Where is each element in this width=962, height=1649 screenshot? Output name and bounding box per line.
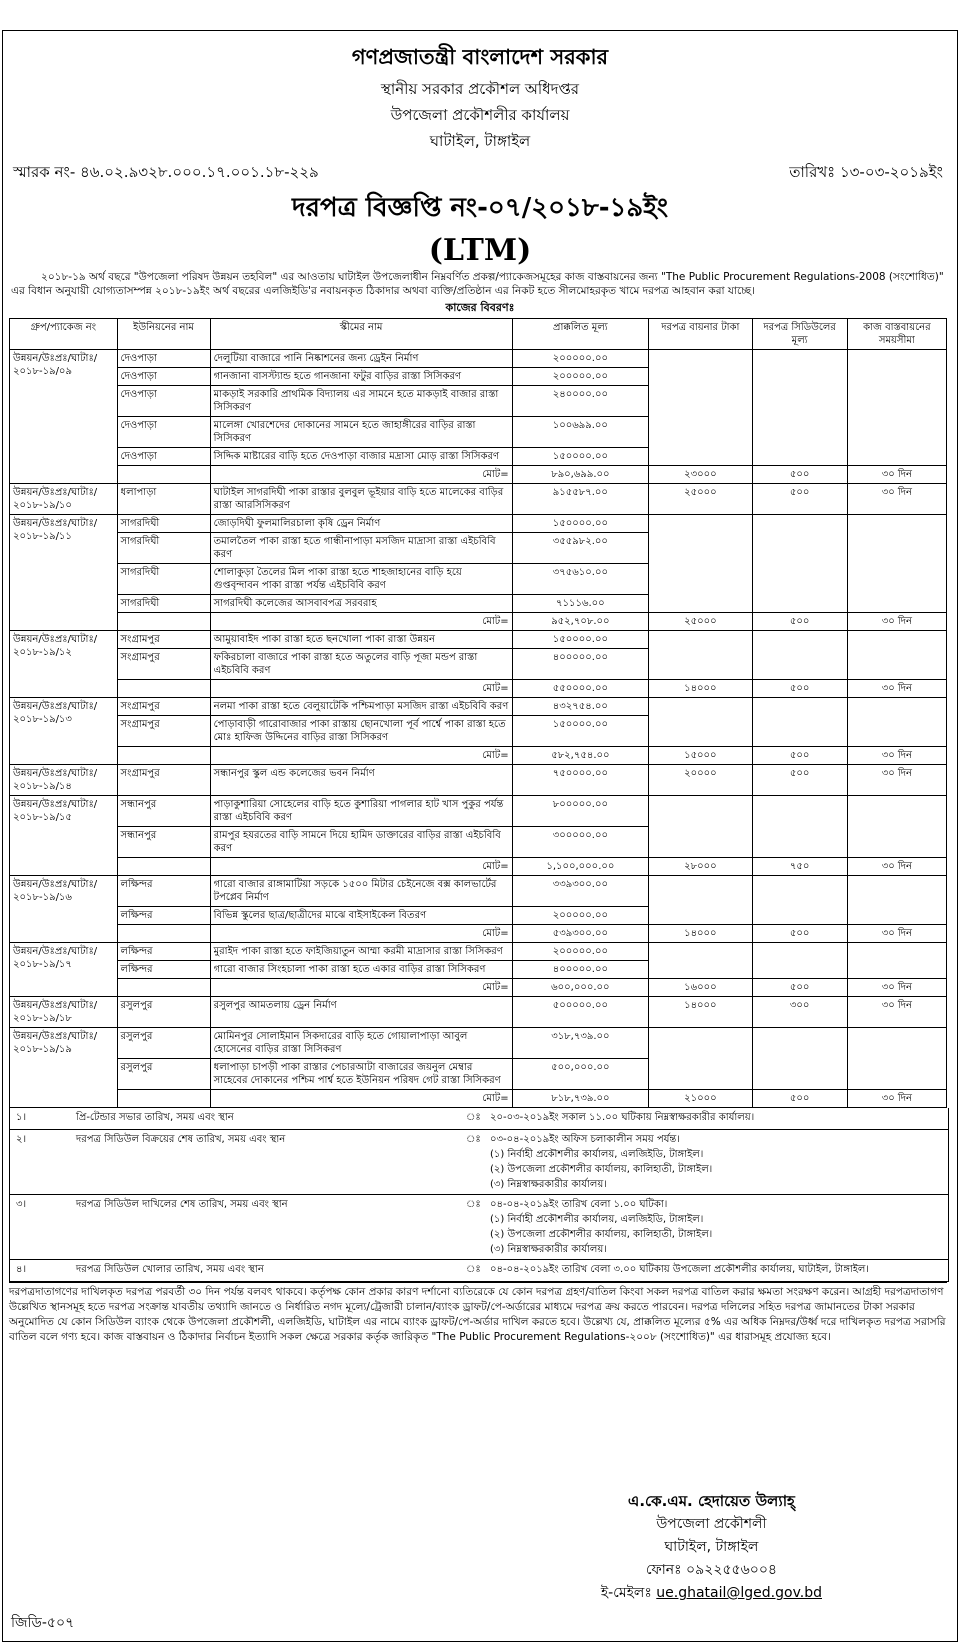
note-colon: ঃ [466,1134,481,1145]
package-table [9,318,947,1108]
total-label: মোট= [210,466,512,484]
scheme-name: রসুলপুর আমতলায় ড্রেন নির্মাণ [210,997,512,1028]
union-name: সংগ্রামপুর [117,698,210,716]
period-blank [847,943,946,979]
union-name: রসুলপুর [117,1028,210,1059]
estimated-cost: ৩৫৫৯৮২.০০ [512,533,649,564]
earnest-blank [649,515,752,613]
schedule-price: ৫০০ [752,613,847,631]
earnest-money: ২৫০০০ [649,484,752,515]
union-name: সন্ধানপুর [117,827,210,858]
note-colon: ঃ [466,1112,481,1123]
note-line: (১) নির্বাহী প্রকৌশলীর কার্যালয়, এলজিইডি, টাঙ্গাইল। [490,1149,704,1160]
note-line: ০৪-০৪-২০১৯ইং তারিখ বেলা ৩.০০ ঘটিকায় উপজেলা প্রকৌশলীর কার্যালয়, ঘাটাইল, টাঙ্গাইল। [490,1264,869,1275]
schedule-blank [752,631,847,680]
note-values [490,1132,948,1192]
scheme-name: রামপুর হযরতের বাড়ি সামনে দিয়ে হামিদ ডাক্তারের বাড়ির রাস্তা এইচবিবি করণ [210,827,512,858]
work-details-heading: কাজের বিবরণঃ [445,301,515,314]
notice-date: তারিখঃ ১৩-০৩-২০১৯ইং [789,163,943,181]
table-row [10,765,947,796]
closing-paragraph: দরপত্রদাতাগণের দাখিলকৃত দরপত্র পরবর্তী ৩০ দিন পর্যন্ত বলবৎ থাকবে। কর্তৃপক্ষ কোন প্রকার কারণ দর্শানো ব্যতিরেকে যে কোন দরপত্র গ্রহণ/বাতিল কিংবা সকল দরপত্র বাতিল করার ক্ষমতা সংরক্ষণ করেন। আগ্রহী দরপত্রদাতাগণ উল্লেখিত স্থানসমূহ হতে দরপত্র সংক্রান্ত যাবতীয় তথ্যাদি জানতে ও নির্ধারিত নগদ মূল্যে/ট্রেজারী চালান/ব্যাংক ড্রাফট/পে-অর্ডারের মাধ্যমে দরপত্র ক্রয় করতে পারবেন। দরপত্র দলিলের সহিত দরপত্র জামানতের টাকা সরকার অনুমোদিত যে কোন সিডিউল ব্যাংক থেকে উপজেলা প্রকৌশলী, এলজিইডি, ঘাটাইল এর নামে ব্যাংক ড্রাফট/পে-অর্ডার দাখিল করতে হবে। উল্লেখ্য যে, প্রাক্কলিত মূল্যের ৫% এর অধিক নিম্নদর/উর্ধ্ব দরে দাখিলকৃত দরপত্র সরাসরি বাতিল বলে গণ্য হবে। কাজ বাস্তবায়ন ও ঠিকাদার নির্বাচন ইত্যাদি সকল ক্ষেত্রে সরকার কর্তৃক জারিকৃত "The Public Procurement Regulations-২০০৮ (সংশোধিত)" এর ধারাসমূহ প্রযোজ্য হবে। [9,1282,947,1347]
earnest-money: ১৫০০০ [649,747,752,765]
period-blank [847,631,946,680]
note-line: ২০-০৩-২০১৯ইং সকাল ১১.০০ ঘটিকায় নিম্নস্বাক্ষরকারীর কার্যালয়। [490,1112,755,1123]
estimated-cost: ১৫০০০০.০০ [512,631,649,649]
total-row [10,979,947,997]
package-number: উন্নয়ন/উঃপ্রঃ/ঘাটাঃ/ ২০১৮-১৯/১৫ [10,796,118,876]
package-number: উন্নয়ন/উঃপ্রঃ/ঘাটাঃ/ ২০১৮-১৯/১১ [10,515,118,631]
total-blank [117,680,210,698]
table-row [10,515,947,533]
total-label: মোট= [210,925,512,943]
schedule-price: ৫০০ [752,466,847,484]
period-blank [847,796,946,858]
reference-row [3,161,957,183]
package-number: উন্নয়ন/উঃপ্রঃ/ঘাটাঃ/ ২০১৮-১৯/১৭ [10,943,118,997]
col-scheme: স্কীমের নাম [210,319,512,350]
scheme-name: মোমিনপুর সোলাইমান সিকদারের বাড়ি হতে গোয়ালাপাড়া আবুল হোসেনের বাড়ির রাস্তা সিসিকরণ [210,1028,512,1059]
estimated-cost: ৪৩২৭৫৪.০০ [512,698,649,716]
estimated-cost: ২০০০০০.০০ [512,943,649,961]
package-number: উন্নয়ন/উঃপ্রঃ/ঘাটাঃ/ ২০১৮-১৯/১৯ [10,1028,118,1108]
total-cost: ৯৫২,৭০৮.০০ [512,613,649,631]
total-blank [117,925,210,943]
union-name: সংগ্রামপুর [117,631,210,649]
schedule-price: ৫০০ [752,925,847,943]
scheme-name: মালেঙ্গা খোরশেদের দোকানের সামনে হতে জাহাঙ্গীরের বাড়ির রাস্তা সিসিকরণ [210,417,512,448]
note-line: ০৪-০৪-২০১৯ইং তারিখ বেলা ১.০০ ঘটিকা। [490,1199,668,1210]
note-label: দরপত্র সিডিউল বিক্রয়ের শেষ তারিখ, সময় এবং স্থান [76,1134,286,1145]
union-name: সাগরদিঘী [117,533,210,564]
package-number: উন্নয়ন/উঃপ্রঃ/ঘাটাঃ/ ২০১৮-১৯/০৯ [10,350,118,484]
scheme-name: ঘাটাইল সাগরদিঘী পাকা রাস্তার বুলবুল ভূইয়ার বাড়ি হতে মালেকের বাড়ির রাস্তা আরসিসিকরণ [210,484,512,515]
scheme-name: বিভিন্ন স্কুলের ছাত্র/ছাত্রীদের মাঝে বাইসাইকেল বিতরণ [210,907,512,925]
completion-period: ৩০ দিন [847,925,946,943]
total-label: মোট= [210,1090,512,1108]
total-label: মোট= [210,747,512,765]
note-line: (২) উপজেলা প্রকৌশলীর কার্যালয়, কালিহাতী, টাঙ্গাইল। [490,1164,713,1175]
earnest-money: ১৪০০০ [649,680,752,698]
total-cost: ৫৮২,৭৫৪.০০ [512,747,649,765]
tender-schedule-notes [9,1108,949,1282]
table-body [10,350,947,1108]
estimated-cost: ৭৫০০০০.০০ [512,765,649,796]
note-line: (৩) নিম্নস্বাক্ষরকারীর কার্যালয়। [490,1244,607,1255]
total-label: মোট= [210,613,512,631]
table-row [10,484,947,515]
total-row [10,925,947,943]
completion-period: ৩০ দিন [847,613,946,631]
completion-period: ৩০ দিন [847,1090,946,1108]
estimated-cost: ১৫০০০০.০০ [512,515,649,533]
union-name: সাগরদিঘী [117,515,210,533]
earnest-money: ২০০০০ [649,765,752,796]
note-row [10,1129,948,1194]
earnest-blank [649,876,752,925]
scheme-name: ফকিরচালা বাজারে পাকা রাস্তা হতে অতুলের বাড়ি পূজা মন্ডপ রাস্তা এইচবিবি করণ [210,649,512,680]
signature-block [601,1490,822,1605]
note-label: দরপত্র সিডিউল খোলার তারিখ, সময় এবং স্থান [76,1264,264,1275]
note-line: ০৩-০৪-২০১৯ইং অফিস চলাকালীন সময় পর্যন্ত। [490,1134,680,1145]
union-name: লক্ষিন্দর [117,943,210,961]
total-blank [117,979,210,997]
total-label: মোট= [210,979,512,997]
scheme-name: জোড়দিঘী ফুলমালিরচালা কৃষি ড্রেন নির্মাণ [210,515,512,533]
completion-period: ৩০ দিন [847,979,946,997]
earnest-blank [649,943,752,979]
union-name: লক্ষিন্দর [117,876,210,907]
total-blank [117,747,210,765]
table-row [10,350,947,368]
signatory-place: ঘাটাইল, টাঙ্গাইল [664,1539,759,1555]
total-label: মোট= [210,858,512,876]
schedule-blank [752,698,847,747]
package-number: উন্নয়ন/উঃপ্রঃ/ঘাটাঃ/ ২০১৮-১৯/১২ [10,631,118,698]
total-cost: ৮১৮,৭৩৯.০০ [512,1090,649,1108]
note-values [490,1262,948,1279]
package-number: উন্নয়ন/উঃপ্রঃ/ঘাটাঃ/ ২০১৮-১৯/১৩ [10,698,118,765]
union-name: সংগ্রামপুর [117,765,210,796]
scheme-name: আমুয়াবাইদ পাকা রাস্তা হতে ছনখোলা পাকা রাস্তা উন্নয়ন [210,631,512,649]
scheme-name: সাগরদিঘী কলেজের আসবাবপত্র সরবরাহ [210,595,512,613]
scheme-name: সিদ্দিক মাষ্টারের বাড়ি হতে দেওপাড়া বাজার মদ্রাসা মোড় রাস্তা সিসিকরণ [210,448,512,466]
union-name: সংগ্রামপুর [117,649,210,680]
note-row [10,1108,948,1129]
table-row [10,997,947,1028]
office-location: ঘাটাইল, টাঙ্গাইল [429,132,531,150]
note-colon: ঃ [466,1264,481,1275]
total-blank [117,466,210,484]
estimated-cost: ২৪০০০০.০০ [512,386,649,417]
period-blank [847,876,946,925]
period-blank [847,350,946,466]
notice-title: দরপত্র বিজ্ঞপ্তি নং-০৭/২০১৮-১৯ইং [291,193,669,223]
table-row [10,631,947,649]
period-blank [847,698,946,747]
union-name: দেওপাড়া [117,386,210,417]
completion-period: ৩০ দিন [847,484,946,515]
total-row [10,1090,947,1108]
total-row [10,858,947,876]
gd-number: জিডি-৫০৭ [11,1615,75,1631]
signatory-email-row [601,1582,822,1605]
col-cost: প্রাক্কলিত মূল্য [512,319,649,350]
completion-period: ৩০ দিন [847,747,946,765]
union-name: ধলাপাড়া [117,484,210,515]
scheme-name: গানজানা বাসস্ট্যান্ড হতে গানজানা ফটুর বাড়ির রাস্তা সিসিকরণ [210,368,512,386]
estimated-cost: ১০০৬৯৯.০০ [512,417,649,448]
table-header-row [10,319,947,350]
note-line: (২) উপজেলা প্রকৌশলীর কার্যালয়, কালিহাতী, টাঙ্গাইল। [490,1229,713,1240]
note-number: ১। [16,1112,27,1123]
earnest-money: ২৩০০০ [649,466,752,484]
schedule-price: ৫০০ [752,765,847,796]
estimated-cost: ২০০০০০.০০ [512,368,649,386]
estimated-cost: ৩৭৫৬১০.০০ [512,564,649,595]
note-values [490,1197,948,1257]
scheme-name: গারো বাজার সিংহচালা পাকা রাস্তা হতে একার বাড়ির রাস্তা সিসিকরণ [210,961,512,979]
table-row [10,943,947,961]
estimated-cost: ৫০০০০০.০০ [512,997,649,1028]
note-line: (৩) নিম্নস্বাক্ষরকারীর কার্যালয়। [490,1179,607,1190]
schedule-blank [752,796,847,858]
union-name: দেওপাড়া [117,448,210,466]
estimated-cost: ৫০০,০০০.০০ [512,1059,649,1090]
scheme-name: তমালতৈল পাকা রাস্তা হতে গান্ধীনাপাড়া মসজিদ মাদ্রাসা রাস্তা এইচবিবি করণ [210,533,512,564]
header [3,41,957,155]
scheme-name: মুরাইদ পাকা রাস্তা হতে ফাইজিয়াতুন আম্মা করমী মাদ্রাসার রাস্তা সিসিকরণ [210,943,512,961]
scheme-name: দেলুটিয়া বাজারে পানি নিষ্কাশনের জন্য ড্রেইন নির্মাণ [210,350,512,368]
total-blank [117,613,210,631]
package-number: উন্নয়ন/উঃপ্রঃ/ঘাটাঃ/ ২০১৮-১৯/১৪ [10,765,118,796]
union-name: লক্ষিন্দর [117,961,210,979]
union-name: দেওপাড়া [117,368,210,386]
schedule-blank [752,876,847,925]
completion-period: ৩০ দিন [847,997,946,1028]
schedule-price: ৩০০ [752,997,847,1028]
estimated-cost: ২০০০০০.০০ [512,907,649,925]
union-name: লক্ষিন্দর [117,907,210,925]
package-number: উন্নয়ন/উঃপ্রঃ/ঘাটাঃ/ ২০১৮-১৯/১৮ [10,997,118,1028]
earnest-money: ২৫০০০ [649,613,752,631]
earnest-blank [649,698,752,747]
package-number: উন্নয়ন/উঃপ্রঃ/ঘাটাঃ/ ২০১৮-১৯/১০ [10,484,118,515]
total-blank [117,1090,210,1108]
earnest-money: ১৪০০০ [649,925,752,943]
table-row [10,1028,947,1059]
completion-period: ৩০ দিন [847,466,946,484]
note-number: ২। [16,1134,27,1145]
note-label: প্রি-টেন্ডার সভার তারিখ, সময় এবং স্থান [76,1112,234,1123]
total-cost: ৬০০,০০০.০০ [512,979,649,997]
schedule-price: ৫০০ [752,979,847,997]
schedule-price: ৭৫০ [752,858,847,876]
schedule-price: ৫০০ [752,747,847,765]
scheme-name: মাকড়াই সরকারি প্রাথমিক বিদ্যালয় এর সামনে হতে মাকড়াই বাজার রাস্তা সিসিকরণ [210,386,512,417]
schedule-blank [752,350,847,466]
total-cost: ১,১০০,০০০.০০ [512,858,649,876]
note-number: ৪। [16,1264,27,1275]
union-name: সন্ধানপুর [117,796,210,827]
total-row [10,747,947,765]
col-period: কাজ বাস্তবায়নের সময়সীমা [847,319,946,350]
earnest-money: ২৮০০০ [649,858,752,876]
union-name: রসুলপুর [117,997,210,1028]
table-row [10,796,947,827]
estimated-cost: ৪০০০০০.০০ [512,961,649,979]
scheme-name: শোলাকুড়া তৈলের মিল পাকা রাস্তা হতে শাহজাহানের বাড়ি হয়ে গুপ্তবৃন্দাবন পাকা রাস্তা পর্যন্ত এইচবিবি করণ [210,564,512,595]
email-label: ই-মেইলঃ [600,1585,652,1601]
note-row [10,1194,948,1259]
schedule-price: ৫০০ [752,484,847,515]
total-cost: ৮৯০,৬৯৯.০০ [512,466,649,484]
union-name: সাগরদিঘী [117,564,210,595]
tender-notice [2,30,958,1642]
completion-period: ৩০ দিন [847,765,946,796]
estimated-cost: ৩০০০০০.০০ [512,827,649,858]
completion-period: ৩০ দিন [847,680,946,698]
estimated-cost: ১৫০০০০.০০ [512,448,649,466]
schedule-price: ৫০০ [752,680,847,698]
note-number: ৩। [16,1199,27,1210]
col-earnest: দরপত্র বায়নার টাকা [649,319,752,350]
completion-period: ৩০ দিন [847,858,946,876]
total-row [10,466,947,484]
schedule-blank [752,943,847,979]
col-package: গ্রুপ/প্যাকেজ নং [10,319,118,350]
estimated-cost: ২০০০০০.০০ [512,350,649,368]
note-colon: ঃ [466,1199,481,1210]
signatory-phone: ফোনঃ ০৯২২৫৫৬০০৪ [645,1562,778,1578]
estimated-cost: ৩৩৯৩০০.০০ [512,876,649,907]
earnest-money: ১৬০০০ [649,979,752,997]
scheme-name: গারো বাজার রাঙ্গামাটিয়া সড়কে ১৫০০ মিটার চেইনেজে বক্স কালভার্টের টপপ্লেব নির্মাণ [210,876,512,907]
estimated-cost: ৩১৮,৭৩৯.০০ [512,1028,649,1059]
union-name: দেওপাড়া [117,350,210,368]
total-cost: ৫৩৯৩০০.০০ [512,925,649,943]
email-link[interactable]: ue.ghatail@lged.gov.bd [656,1585,822,1601]
government-title: গণপ্রজাতন্ত্রী বাংলাদেশ সরকার [351,45,609,69]
estimated-cost: ৭১১১৬.০০ [512,595,649,613]
scheme-name: নলমা পাকা রাস্তা হতে বেলুয়াটেকি পশ্চিমপাড়া মসজিদ রাস্তা এইচবিবি করণ [210,698,512,716]
union-name: সংগ্রামপুর [117,716,210,747]
scheme-name: সন্ধানপুর স্কুল এন্ড কলেজের ভবন নির্মাণ [210,765,512,796]
signatory-name: এ.কে.এম. হেদায়েত উল্যাহ্ [627,1492,795,1510]
earnest-blank [649,631,752,680]
earnest-money: ২১০০০ [649,1090,752,1108]
col-schedule-price: দরপত্র সিডিউলের মূল্য [752,319,847,350]
note-row [10,1259,948,1281]
signatory-designation: উপজেলা প্রকৌশলী [656,1516,767,1532]
estimated-cost: ১৫০০০০.০০ [512,716,649,747]
note-label: দরপত্র সিডিউল দাখিলের শেষ তারিখ, সময় এবং স্থান [76,1199,288,1210]
scheme-name: পোড়াবাড়ী গারোবাজার পাকা রাস্তায় ছোনখোলা পূর্ব পার্শ্বে পাকা রাস্তা হতে মোঃ হাফিজ উদ্দিনের বাড়ির রাস্তা সিসিকরণ [210,716,512,747]
table-row [10,876,947,907]
col-union: ইউনিয়নের নাম [117,319,210,350]
total-blank [117,858,210,876]
ltm-label: (LTM) [428,233,532,268]
total-cost: ৫৫০০০০.০০ [512,680,649,698]
earnest-money: ১৪০০০ [649,997,752,1028]
total-row [10,680,947,698]
period-blank [847,515,946,613]
earnest-blank [649,796,752,858]
schedule-price: ৫০০ [752,1090,847,1108]
union-name: রসুলপুর [117,1059,210,1090]
memo-number: স্মারক নং- ৪৬.০২.৯৩২৮.০০০.১৭.০০১.১৮-২২৯ [13,163,319,181]
earnest-blank [649,350,752,466]
total-row [10,613,947,631]
union-name: সাগরদিঘী [117,595,210,613]
period-blank [847,1028,946,1090]
scheme-name: পাড়াকুশারিয়া সোহেলের বাড়ি হতে কুশারিয়া পাগলার হাট খাস পুকুর পর্যন্ত রাস্তা এইচবিবি করণ [210,796,512,827]
estimated-cost: ৮০০০০০.০০ [512,796,649,827]
schedule-blank [752,515,847,613]
earnest-blank [649,1028,752,1090]
department-name: স্থানীয় সরকার প্রকৌশল অধিদপ্তর [380,80,580,98]
intro-paragraph: ২০১৮-১৯ অর্থ বছরে "উপজেলা পরিষদ উন্নয়ন তহবিল" এর আওতায় ঘাটাইল উপজেলাধীন নিম্নবর্ণিত প্রকল্প/প্যাকেজসমূহের কাজ বাস্তবায়নের জন্য "The Public Procurement Regulations-2008 (সংশোধিত)" এর বিধান অনুযায়ী যোগ্যতাসম্পন্ন ২০১৮-১৯ইং অর্থ বছরের এলজিইডি'র নবায়নকৃত ঠিকাদার অথবা ব্যক্তি/প্রতিষ্ঠান এর নিকট হতে সীলমোহরকৃত খামে দরপত্র আহবান করা যাচ্ছে। [11,271,944,297]
office-name: উপজেলা প্রকৌশলীর কার্যালয় [390,106,570,124]
schedule-blank [752,1028,847,1090]
union-name: দেওপাড়া [117,417,210,448]
scheme-name: ধলাপাড়া চাপড়ী পাকা রাস্তার পেচারআটা বাজারের জয়নুল মেম্বার সাহেবের দোকানের পশ্চিম পার্শ্ব হতে ইউনিয়ন পরিষদ গেট রাস্তা সিসিকরণ [210,1059,512,1090]
package-number: উন্নয়ন/উঃপ্রঃ/ঘাটাঃ/ ২০১৮-১৯/১৬ [10,876,118,943]
estimated-cost: ৯১৫৫৮৭.০০ [512,484,649,515]
note-values [490,1110,948,1127]
total-label: মোট= [210,680,512,698]
estimated-cost: ৪০০০০০.০০ [512,649,649,680]
note-line: (১) নির্বাহী প্রকৌশলীর কার্যালয়, এলজিইডি, টাঙ্গাইল। [490,1214,704,1225]
table-row [10,698,947,716]
